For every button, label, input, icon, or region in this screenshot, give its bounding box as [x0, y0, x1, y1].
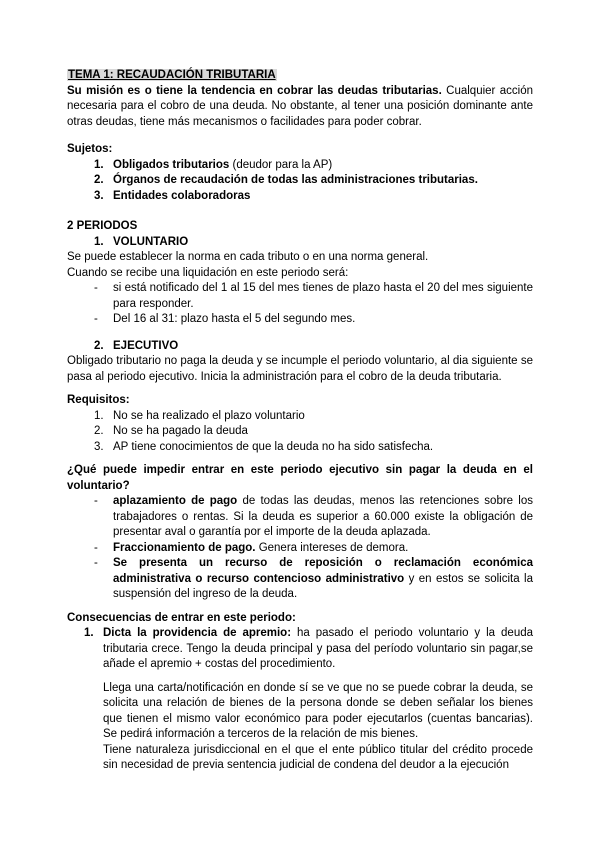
list-item-rest: Genera intereses de demora. [255, 541, 409, 554]
list-item [67, 424, 533, 440]
paragraph: Tiene naturaleza jurisdiccional en el que el ente público titular del crédito procede sin necesidad de previa sentencia judicial de condena del deudor a la ejecución [103, 743, 533, 771]
paragraph: Cuando se recibe una liquidación en este periodo será: [67, 266, 349, 279]
list-item-text: si está notificado del 1 al 15 del mes tienes de plazo hasta el 20 del mes siguiente para responder. [113, 282, 533, 310]
intro-rest-text: Cualquier acción necesaria para el cobro de una deuda. No obstante, al tener una posición dominante ante otras deudas, tiene más mecanismos o facilidades para poder cobrar. [67, 84, 533, 128]
list-item [67, 626, 533, 673]
heading-impedir: ¿Qué puede impedir entrar en este periodo ejecutivo sin pagar la deuda en el voluntario? [67, 464, 533, 492]
list-item-bold: Entidades colaboradoras [113, 189, 251, 202]
dash-marker: - [94, 541, 98, 554]
heading-sujetos: Sujetos: [67, 143, 113, 155]
dash-marker: - [94, 282, 98, 294]
list-item [67, 494, 533, 541]
list-marker: 3. [94, 189, 104, 202]
list-marker: 1. [94, 235, 104, 248]
list-item-rest: ha pasado el periodo voluntario y la deuda tributaria crece. Tengo la deuda principal y pasa del período voluntario sin pagar,se añade el apremio + costas del procedimiento. [103, 627, 534, 670]
list-item-rest: (deudor para la AP) [229, 158, 333, 171]
list-item-bold: Dicta la providencia de apremio: [103, 627, 292, 639]
subheading-voluntario [67, 235, 533, 251]
list-item [67, 173, 533, 189]
list-item-text: AP tiene conocimientos de que la deuda no ha sido satisfecha. [113, 440, 434, 453]
dash-marker: - [94, 495, 98, 507]
dash-marker: - [94, 557, 98, 569]
list-marker: 3. [94, 440, 104, 453]
list-item-bold: aplazamiento de pago [113, 495, 238, 507]
page-title-text: TEMA 1: RECAUDACIÓN TRIBUTARIA [68, 69, 276, 81]
list-marker: 1. [84, 627, 94, 639]
list-item [67, 541, 533, 557]
heading-requisitos: Requisitos: [67, 394, 130, 406]
list-marker: 2. [94, 174, 104, 186]
paragraph: Se puede establecer la norma en cada tributo o en una norma general. [67, 251, 429, 263]
list-item [67, 281, 533, 312]
list-item [67, 158, 533, 174]
heading-periodos: 2 PERIODOS [67, 220, 138, 232]
list-marker: 1. [94, 409, 104, 422]
list-item-rest: de todas las deudas, menos las retenciones sobre los trabajadores o rentas. Si la deuda es superior a 60.000 existe la obligación de presentar aval o garantía por el importe de la deuda aplazada. [113, 495, 533, 538]
list-item-rest: y en estos se solicita la suspensión del ingreso de la deuda. [113, 572, 533, 600]
list-item [67, 440, 533, 456]
list-item-text: Del 16 al 31: plazo hasta el 5 del segundo mes. [113, 313, 356, 325]
intro-paragraph [67, 84, 533, 131]
list-item-text: No se ha pagado la deuda [113, 425, 248, 437]
list-item-bold: Se presenta un recurso de reposición o reclamación económica administrativa o recurso contencioso administrativo [113, 557, 533, 585]
list-marker: 2. [94, 425, 104, 437]
list-item [67, 556, 533, 603]
list-item-bold: Fraccionamiento de pago. [113, 541, 256, 554]
list-item-bold: Órganos de recaudación de todas las administraciones tributarias. [113, 174, 478, 186]
list-marker: 1. [94, 158, 104, 171]
intro-bold-text: Su misión es o tiene la tendencia en cobrar las deudas tributarias. [67, 84, 442, 97]
list-item [67, 409, 533, 425]
paragraph: Llega una carta/notificación en donde sí se ve que no se puede cobrar la deuda, se solicita una relación de bienes de la persona donde se deben señalar los bienes que tienen el mismo valor económico para poder ejecutarlos (cuentas bancarias). Se pedirá información a terceros de la relación de mis bienes. [103, 681, 533, 740]
subheading-ejecutivo [67, 339, 533, 355]
subheading-voluntario-text: VOLUNTARIO [113, 235, 189, 248]
page-title [67, 68, 533, 84]
dash-marker: - [94, 313, 98, 325]
paragraph: Obligado tributario no paga la deuda y se incumple el periodo voluntario, al dia siguiente se pasa al periodo ejecutivo. Inicia la administración para el cobro de la deuda tributaria. [67, 355, 533, 383]
list-item-text: No se ha realizado el plazo voluntario [113, 409, 305, 422]
heading-consecuencias: Consecuencias de entrar en este periodo: [67, 611, 296, 624]
subheading-ejecutivo-text: EJECUTIVO [113, 339, 179, 352]
list-item [67, 312, 533, 328]
list-marker: 2. [94, 339, 104, 352]
list-item-bold: Obligados tributarios [113, 158, 230, 171]
list-item [67, 189, 533, 205]
